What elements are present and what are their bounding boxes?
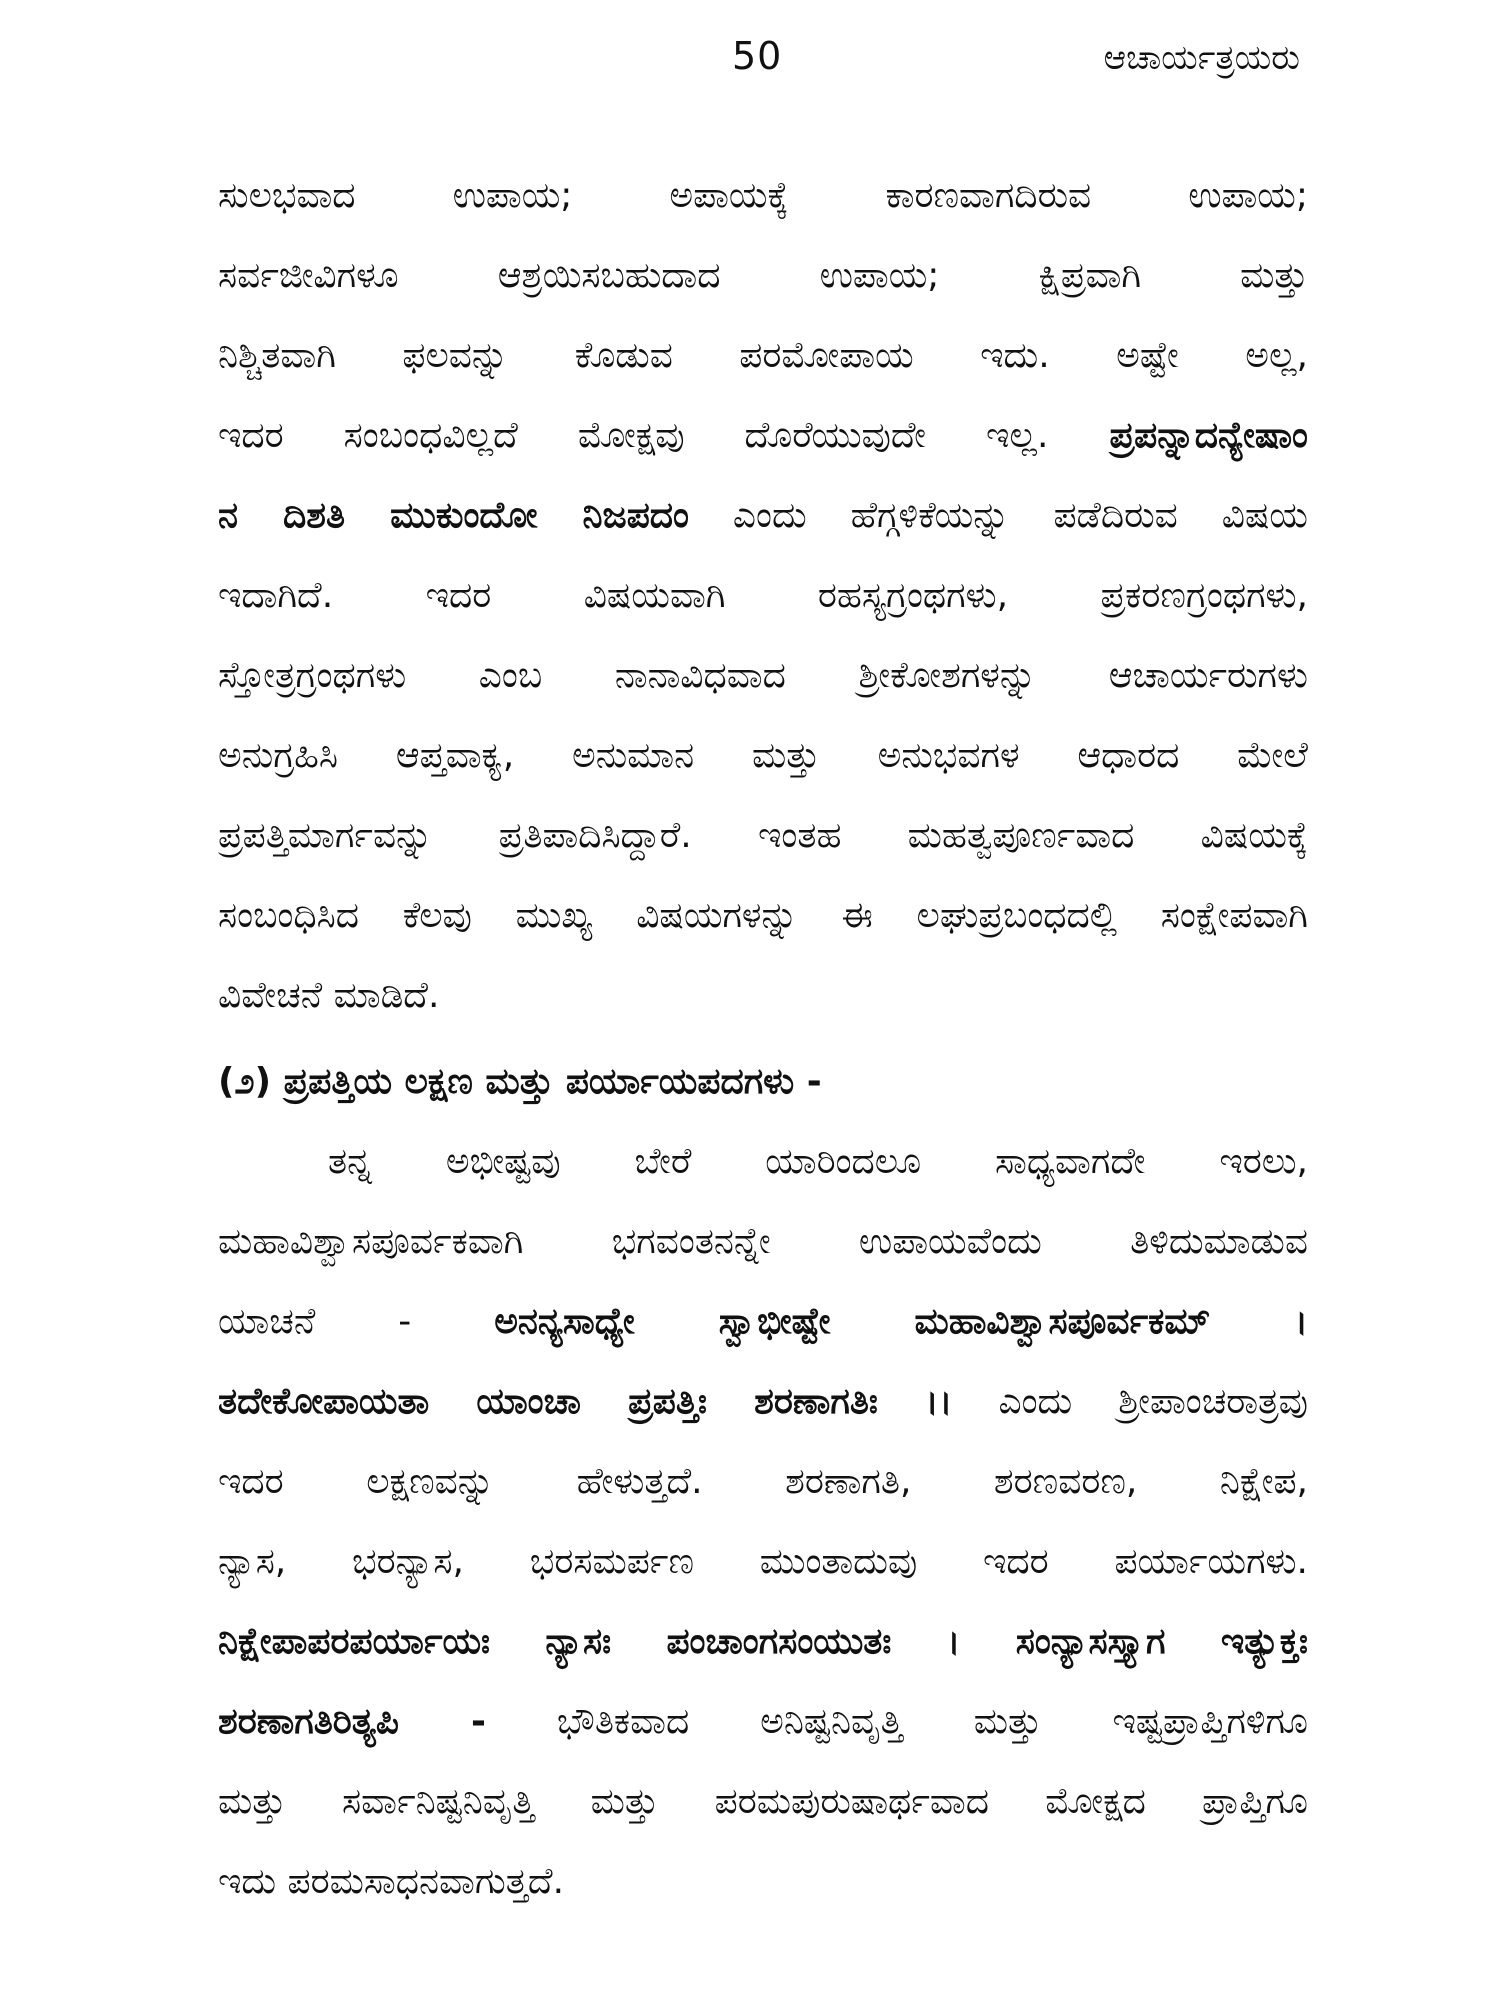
running-head: ಆಚಾರ್ಯತ್ರಯರು bbox=[1103, 38, 1300, 78]
text-line: ಪ್ರಪತ್ತಿಮಾರ್ಗವನ್ನು ಪ್ರತಿಪಾದಿಸಿದ್ದಾರೆ. ಇಂತಹ ಮಹತ್ವಪೂರ್ಣವಾದ ವಿಷಯಕ್ಕೆ bbox=[218, 815, 1308, 856]
text-segment: ಭೌತಿಕವಾದ ಅನಿಷ್ಟನಿವೃತ್ತಿ ಮತ್ತು ಇಷ್ಟಪ್ರಾಪ್ತಿಗಳಿಗೂ bbox=[485, 1701, 1308, 1742]
page-number: 50 bbox=[732, 34, 783, 78]
text-segment: ಇದರ ಸಂಬಂಧವಿಲ್ಲದೆ ಮೋಕ್ಷವು ದೊರೆಯುವುದೇ ಇಲ್ಲ. bbox=[218, 415, 1049, 456]
text-line: ಸಂಬಂಧಿಸಿದ ಕೆಲವು ಮುಖ್ಯ ವಿಷಯಗಳನ್ನು ಈ ಲಘುಪ್ರಬಂಧದಲ್ಲಿ ಸಂಕ್ಷೇಪವಾಗಿ bbox=[218, 895, 1308, 936]
text-line: ನಿಶ್ಚಿತವಾಗಿ ಫಲವನ್ನು ಕೊಡುವ ಪರಮೋಪಾಯ ಇದು. ಅಷ್ಟೇ ಅಲ್ಲ, bbox=[218, 335, 1308, 376]
bold-quote: ತದೇಕೋಪಾಯತಾ ಯಾಂಚಾ ಪ್ರಪತ್ತಿಃ ಶರಣಾಗತಿಃ ।। bbox=[218, 1381, 953, 1422]
text-segment: ಯಾಚನೆ - bbox=[218, 1301, 495, 1342]
text-line: ತನ್ನ ಅಭೀಷ್ಟವು ಬೇರೆ ಯಾರಿಂದಲೂ ಸಾಧ್ಯವಾಗದೇ ಇರಲು, bbox=[328, 1141, 1308, 1182]
text-line: ಇದರ ಲಕ್ಷಣವನ್ನು ಹೇಳುತ್ತದೆ. ಶರಣಾಗತಿ, ಶರಣವರಣ, ನಿಕ್ಷೇಪ, bbox=[218, 1461, 1308, 1502]
text-line: ಸರ್ವಜೀವಿಗಳೂ ಆಶ್ರಯಿಸಬಹುದಾದ ಉಪಾಯ; ಕ್ಷಿಪ್ರವಾಗಿ ಮತ್ತು bbox=[218, 255, 1308, 296]
bold-quote-line: ನಿಕ್ಷೇಪಾಪರಪರ್ಯಾಯಃ ನ್ಯಾಸಃ ಪಂಚಾಂಗಸಂಯುತಃ । ಸಂನ್ಯಾಸಸ್ತ್ಯಾಗ ಇತ್ಯುಕ್ತಃ bbox=[218, 1621, 1308, 1662]
bold-quote: ಪ್ರಪನ್ನಾದನ್ಯೇಷಾಂ bbox=[1048, 415, 1308, 456]
text-line bbox=[218, 1682, 1308, 1762]
text-line: ನ್ಯಾಸ, ಭರನ್ಯಾಸ, ಭರಸಮರ್ಪಣ ಮುಂತಾದುವು ಇದರ ಪರ್ಯಾಯಗಳು. bbox=[218, 1541, 1308, 1582]
text-line: ಇದಾಗಿದೆ. ಇದರ ವಿಷಯವಾಗಿ ರಹಸ್ಯಗ್ರಂಥಗಳು, ಪ್ರಕರಣಗ್ರಂಥಗಳು, bbox=[218, 575, 1308, 616]
text-segment: ಎಂದು ಶ್ರೀಪಾಂಚರಾತ್ರವು bbox=[952, 1381, 1308, 1422]
text-line: ಸ್ತೋತ್ರಗ್ರಂಥಗಳು ಎಂಬ ನಾನಾವಿಧವಾದ ಶ್ರೀಕೋಶಗಳನ್ನು ಆಚಾರ್ಯರುಗಳು bbox=[218, 655, 1308, 696]
text-line bbox=[218, 1362, 1308, 1442]
text-segment: ಎಂದು ಹೆಗ್ಗಳಿಕೆಯನ್ನು ಪಡೆದಿರುವ ವಿಷಯ bbox=[688, 495, 1308, 536]
text-line: ಅನುಗ್ರಹಿಸಿ ಆಪ್ತವಾಕ್ಯ, ಅನುಮಾನ ಮತ್ತು ಅನುಭವಗಳ ಆಧಾರದ ಮೇಲೆ bbox=[218, 735, 1308, 776]
text-line: ಇದು ಪರಮಸಾಧನವಾಗುತ್ತದೆ. bbox=[218, 1861, 565, 1902]
section-heading: (೨) ಪ್ರಪತ್ತಿಯ ಲಕ್ಷಣ ಮತ್ತು ಪರ್ಯಾಯಪದಗಳು - bbox=[218, 1061, 822, 1102]
bold-quote: ನ ದಿಶತಿ ಮುಕುಂದೋ ನಿಜಪದಂ bbox=[218, 495, 689, 536]
text-line bbox=[218, 476, 1308, 556]
text-line: ಮಹಾವಿಶ್ವಾಸಪೂರ್ವಕವಾಗಿ ಭಗವಂತನನ್ನೇ ಉಪಾಯವೆಂದು ತಿಳಿದುಮಾಡುವ bbox=[218, 1221, 1308, 1262]
text-line bbox=[218, 396, 1308, 476]
body-text bbox=[218, 156, 1308, 1922]
text-line: ಸುಲಭವಾದ ಉಪಾಯ; ಅಪಾಯಕ್ಕೆ ಕಾರಣವಾಗದಿರುವ ಉಪಾಯ; bbox=[218, 175, 1308, 216]
bold-quote: ಅನನ್ಯಸಾಧ್ಯೇ ಸ್ವಾಭೀಷ್ಟೇ ಮಹಾವಿಶ್ವಾಸಪೂರ್ವಕಮ್ । bbox=[494, 1301, 1308, 1342]
text-line: ವಿವೇಚನೆ ಮಾಡಿದೆ. bbox=[218, 975, 440, 1016]
bold-quote: ಶರಣಾಗತಿರಿತ್ಯಪಿ - bbox=[218, 1701, 486, 1742]
text-line bbox=[218, 1282, 1308, 1362]
text-line: ಮತ್ತು ಸರ್ವಾನಿಷ್ಟನಿವೃತ್ತಿ ಮತ್ತು ಪರಮಪುರುಷಾರ್ಥವಾದ ಮೋಕ್ಷದ ಪ್ರಾಪ್ತಿಗೂ bbox=[218, 1781, 1308, 1822]
